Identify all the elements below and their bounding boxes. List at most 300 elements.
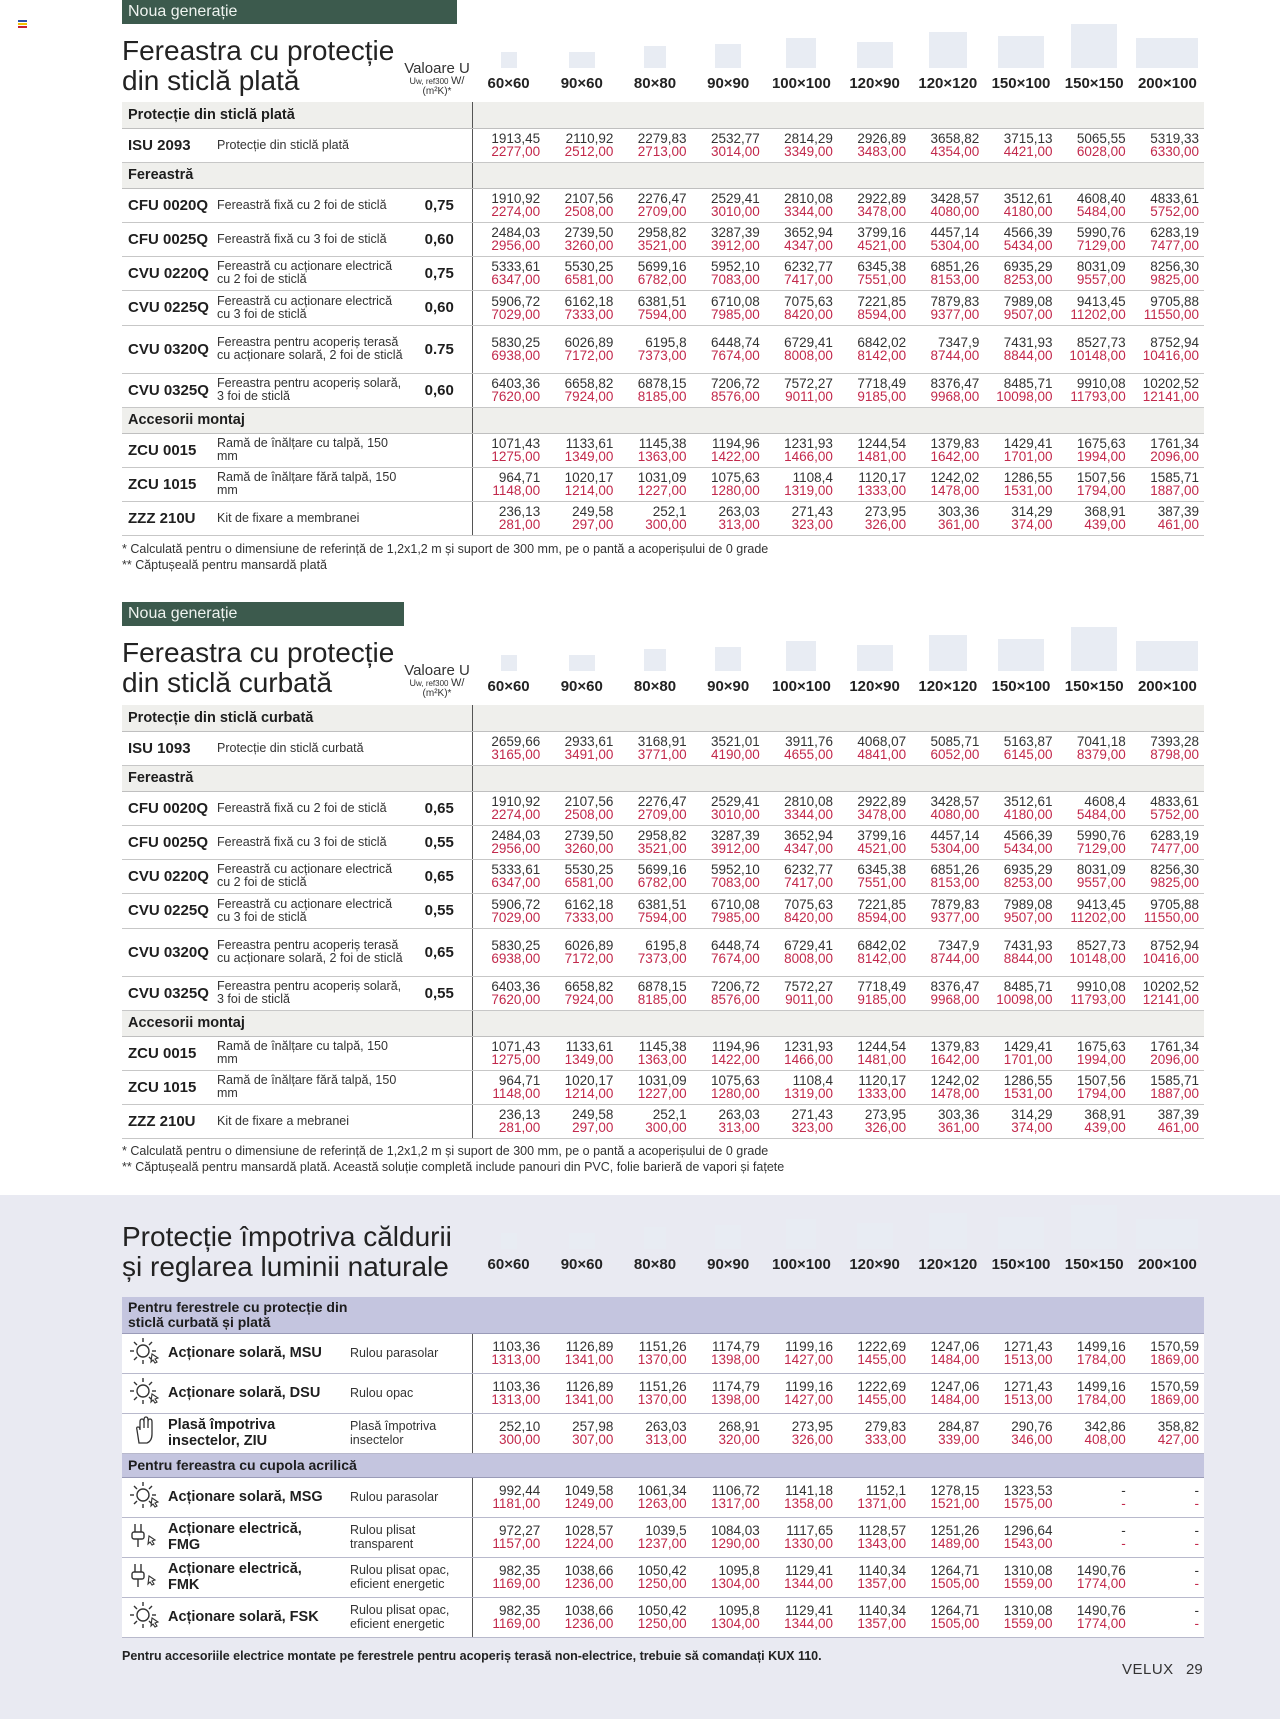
- price-net: 1490,76: [1076, 1563, 1126, 1578]
- price-net: 7572,27: [784, 979, 833, 994]
- window-size-icon: [569, 52, 595, 68]
- price-net: 1271,43: [1003, 1379, 1053, 1394]
- price-net: 7221,85: [857, 896, 907, 912]
- price-cell: [1058, 1373, 1131, 1413]
- price-cell: [1058, 501, 1131, 535]
- price-cell: [765, 373, 838, 407]
- product-description: Fereastra pentru acoperiș solară, 3 foi de sticlă: [217, 976, 407, 1010]
- price-net: 1140,34: [858, 1603, 907, 1618]
- product-code: CVU 0325Q: [122, 373, 217, 407]
- price-gross: 12141,00: [1142, 992, 1199, 1007]
- price-cell: [692, 791, 765, 825]
- price-cell: [984, 290, 1057, 325]
- price-cell: [545, 1036, 618, 1070]
- window-size-icon: [1136, 641, 1198, 671]
- price-cell: [1058, 1070, 1131, 1104]
- u-value: [407, 1036, 472, 1070]
- price-cell: [765, 325, 838, 373]
- price-net: 1910,92: [491, 191, 541, 206]
- price-gross: 10148,00: [1069, 951, 1126, 966]
- price-gross: 333,00: [864, 1432, 907, 1447]
- price-gross: 9557,00: [1076, 875, 1126, 890]
- price-net: 6232,77: [784, 862, 833, 877]
- curved-glass-title: [122, 638, 394, 698]
- price-net: 314,29: [1011, 1107, 1053, 1122]
- price-gross: 1794,00: [1076, 1086, 1126, 1101]
- price-net: 1222,69: [857, 1339, 907, 1354]
- price-net: 252,1: [652, 1107, 687, 1122]
- price-gross: 7083,00: [710, 272, 760, 287]
- price-gross: 1371,00: [857, 1496, 907, 1511]
- price-gross: 11202,00: [1070, 306, 1126, 322]
- price-cell: [1058, 222, 1131, 256]
- price-gross: 1363,00: [637, 449, 687, 464]
- price-cell: [472, 1557, 545, 1597]
- window-size-icon: [569, 1233, 595, 1249]
- price-cell: [472, 1477, 545, 1517]
- price-gross: 323,00: [791, 1120, 833, 1135]
- price-gross: 8844,00: [1003, 951, 1053, 966]
- price-net: 7041,18: [1076, 734, 1126, 749]
- price-net: 4833,61: [1150, 794, 1199, 809]
- size-column-9: [1131, 1205, 1204, 1275]
- size-label: 120×90: [849, 678, 900, 695]
- price-gross: 7674,00: [710, 348, 760, 363]
- price-gross: 7924,00: [564, 389, 614, 404]
- price-net: 6658,82: [564, 376, 614, 391]
- price-cell: [545, 325, 618, 373]
- u-value: [407, 1104, 472, 1138]
- price-cell: [911, 222, 984, 256]
- accessory-row: [122, 1333, 1204, 1373]
- price-net: 1084,03: [710, 1523, 760, 1538]
- price-cell: [838, 976, 911, 1010]
- price-net: 1049,58: [564, 1483, 614, 1498]
- price-net: 4457,14: [930, 225, 980, 240]
- price-net: 7075,63: [784, 896, 833, 912]
- price-gross: 1543,00: [1003, 1536, 1053, 1551]
- price-cell: [911, 188, 984, 222]
- price-net: 7572,27: [784, 376, 833, 391]
- price-gross: 6145,00: [1003, 747, 1053, 762]
- price-cell: [472, 188, 545, 222]
- hand-icon: [122, 1413, 168, 1453]
- price-net: 290,76: [1011, 1419, 1053, 1434]
- price-gross: 1181,00: [492, 1496, 541, 1511]
- price-gross: 326,00: [864, 1120, 907, 1135]
- price-net: 10202,52: [1142, 979, 1199, 994]
- price-cell: [838, 128, 911, 162]
- price-net: 1222,69: [857, 1379, 907, 1394]
- price-cell: [911, 467, 984, 501]
- price-cell: [545, 256, 618, 290]
- sun-icon: [122, 1333, 168, 1373]
- price-cell: [1058, 791, 1131, 825]
- price-net: 4566,39: [1003, 225, 1053, 240]
- product-description: Fereastră cu acționare electrică cu 3 foi de sticlă: [217, 893, 407, 928]
- size-label: 120×120: [918, 75, 978, 92]
- price-cell: [838, 1413, 911, 1453]
- price-gross: 1466,00: [784, 1052, 833, 1067]
- price-cell: [984, 222, 1057, 256]
- price-net: 5530,25: [564, 259, 614, 274]
- price-net: 271,43: [791, 1107, 833, 1122]
- price-net: 8752,94: [1150, 938, 1199, 953]
- price-cell: [984, 1333, 1057, 1373]
- price-gross: 2274,00: [491, 807, 541, 822]
- size-column-4: [765, 1205, 838, 1275]
- u-value: 0,65: [407, 791, 472, 825]
- size-label: 90×90: [707, 678, 750, 695]
- price-gross: 7551,00: [857, 875, 907, 890]
- price-gross: 7924,00: [564, 992, 614, 1007]
- price-cell: [984, 1413, 1057, 1453]
- price-cell: [545, 501, 618, 535]
- price-cell: [911, 373, 984, 407]
- price-net: 1126,89: [565, 1339, 614, 1354]
- size-column-8: [1058, 24, 1131, 94]
- accessory-name: Acționare solară, MSG: [168, 1477, 350, 1517]
- price-gross: 4421,00: [1003, 144, 1053, 159]
- flat-glass-price-table: [122, 102, 1204, 536]
- price-cell: [692, 1104, 765, 1138]
- size-label: 150×150: [1064, 75, 1124, 92]
- price-cell: [1131, 128, 1204, 162]
- price-net: 6162,18: [564, 293, 614, 309]
- price-net: 1194,96: [711, 1039, 760, 1054]
- window-size-icon: [857, 1223, 893, 1249]
- price-cell: [618, 256, 691, 290]
- price-gross: 7172,00: [564, 348, 614, 363]
- price-net: 387,39: [1157, 1107, 1199, 1122]
- accessory-description: Rulou plisat opac, eficient energetic: [350, 1597, 472, 1637]
- price-net: 2810,08: [784, 191, 833, 206]
- size-label: 90×60: [560, 75, 603, 92]
- price-cell: [692, 290, 765, 325]
- price-net: 9413,45: [1076, 896, 1126, 912]
- price-gross: 11550,00: [1143, 909, 1199, 925]
- price-gross: 2096,00: [1150, 449, 1199, 464]
- price-cell: [618, 825, 691, 859]
- price-gross: 7551,00: [857, 272, 907, 287]
- price-gross: 3912,00: [710, 238, 760, 253]
- product-code: CVU 0320Q: [122, 325, 217, 373]
- price-net: 6878,15: [637, 376, 687, 391]
- price-net: 9705,88: [1150, 896, 1199, 912]
- price-net: 1126,89: [565, 1379, 614, 1394]
- window-size-icon: [569, 655, 595, 671]
- price-cell: [472, 928, 545, 976]
- product-row: [122, 893, 1204, 928]
- price-net: 252,1: [652, 504, 687, 519]
- price-net: 1071,43: [491, 1039, 541, 1054]
- price-gross: 5484,00: [1076, 204, 1126, 219]
- product-row: [122, 976, 1204, 1010]
- heat-protection-price-table: [122, 1297, 1204, 1638]
- price-cell: [545, 1597, 618, 1637]
- price-gross: 3010,00: [710, 204, 760, 219]
- size-label: 90×60: [560, 678, 603, 695]
- price-cell: [1131, 222, 1204, 256]
- price-gross: 6581,00: [564, 272, 614, 287]
- price-net: 1310,08: [1003, 1603, 1053, 1618]
- price-net: 271,43: [791, 504, 833, 519]
- language-flag-icon[interactable]: [18, 20, 27, 27]
- price-cell: [692, 373, 765, 407]
- price-net: 5990,76: [1076, 828, 1126, 843]
- price-net: 1129,41: [785, 1603, 833, 1618]
- price-gross: 2508,00: [564, 807, 614, 822]
- price-gross: 7417,00: [784, 875, 833, 890]
- price-cell: [618, 1477, 691, 1517]
- price-gross: 8185,00: [637, 389, 687, 404]
- price-cell: [692, 1477, 765, 1517]
- price-gross: 4347,00: [784, 238, 833, 253]
- price-cell: [984, 1557, 1057, 1597]
- price-net: 6851,26: [930, 862, 980, 877]
- price-gross: 10416,00: [1142, 951, 1199, 966]
- price-net: 9910,08: [1076, 979, 1126, 994]
- price-net: 10202,52: [1142, 376, 1199, 391]
- price-net: 1128,57: [858, 1523, 907, 1538]
- price-gross: 5434,00: [1003, 841, 1053, 856]
- size-column-1: [545, 1205, 618, 1275]
- price-gross: 4180,00: [1003, 807, 1053, 822]
- price-gross: 9825,00: [1150, 875, 1199, 890]
- price-net: 5906,72: [491, 896, 541, 912]
- price-gross: 1455,00: [857, 1352, 907, 1367]
- price-gross: 7083,00: [710, 875, 760, 890]
- price-cell: [984, 859, 1057, 893]
- curved-title-line1: Fereastra cu protecție: [122, 637, 395, 668]
- price-gross: 1505,00: [930, 1616, 980, 1631]
- price-net: -: [1194, 1563, 1199, 1578]
- window-size-icon: [644, 649, 666, 671]
- price-gross: 313,00: [645, 1432, 687, 1447]
- price-cell: [1131, 1104, 1204, 1138]
- price-net: 3521,01: [710, 734, 760, 749]
- price-net: 1095,8: [718, 1603, 760, 1618]
- price-gross: 3344,00: [784, 204, 833, 219]
- price-gross: 1304,00: [710, 1576, 760, 1591]
- price-gross: 1275,00: [491, 449, 541, 464]
- price-net: 1244,54: [857, 436, 907, 451]
- price-gross: 1370,00: [637, 1352, 687, 1367]
- price-cell: [911, 1557, 984, 1597]
- price-gross: 3521,00: [637, 238, 687, 253]
- price-net: 249,58: [572, 504, 614, 519]
- price-cell: [765, 1597, 838, 1637]
- price-net: 1499,16: [1076, 1339, 1126, 1354]
- price-cell: [618, 433, 691, 467]
- price-cell: [1058, 1557, 1131, 1597]
- size-label: 150×100: [991, 75, 1051, 92]
- price-cell: [984, 373, 1057, 407]
- price-cell: [1058, 325, 1131, 373]
- category-row: [122, 705, 1204, 731]
- window-size-icon: [998, 1217, 1044, 1249]
- price-cell: [838, 373, 911, 407]
- price-net: 2739,50: [564, 225, 614, 240]
- price-net: 1031,09: [637, 470, 687, 485]
- price-cell: [692, 467, 765, 501]
- price-gross: 7417,00: [784, 272, 833, 287]
- price-net: 8256,30: [1150, 862, 1199, 877]
- price-cell: [984, 325, 1057, 373]
- price-cell: [618, 373, 691, 407]
- price-gross: 1304,00: [710, 1616, 760, 1631]
- u-value-unit: W/: [451, 75, 465, 87]
- price-cell: [984, 1036, 1057, 1070]
- size-column-4: [765, 24, 838, 94]
- price-gross: 1319,00: [784, 483, 833, 498]
- price-cell: [911, 290, 984, 325]
- price-cell: [765, 976, 838, 1010]
- price-cell: [545, 731, 618, 765]
- price-cell: [692, 1070, 765, 1104]
- price-cell: [1058, 976, 1131, 1010]
- price-gross: 8594,00: [857, 306, 907, 322]
- size-label: 200×100: [1137, 678, 1197, 695]
- price-gross: 300,00: [498, 1432, 541, 1447]
- price-cell: [472, 467, 545, 501]
- category-row: [122, 162, 1204, 188]
- price-net: 1242,02: [930, 1073, 980, 1088]
- price-gross: 2096,00: [1150, 1052, 1199, 1067]
- price-net: 368,91: [1084, 1107, 1126, 1122]
- price-net: 1106,72: [711, 1483, 760, 1498]
- size-label: 100×100: [771, 1256, 831, 1273]
- u-value: [407, 128, 472, 162]
- price-net: 6842,02: [857, 335, 907, 350]
- size-column-0: [472, 24, 545, 94]
- price-cell: [1131, 325, 1204, 373]
- flat-footnotes: [122, 541, 768, 573]
- price-gross: 1701,00: [1003, 1052, 1053, 1067]
- price-net: 2922,89: [857, 191, 907, 206]
- price-cell: [618, 1557, 691, 1597]
- price-cell: [618, 188, 691, 222]
- price-net: 5065,55: [1076, 131, 1126, 146]
- product-row: [122, 290, 1204, 325]
- price-cell: [692, 859, 765, 893]
- price-cell: [1131, 1557, 1204, 1597]
- price-net: 2529,41: [710, 794, 760, 809]
- price-cell: [1058, 1477, 1131, 1517]
- price-cell: [911, 1333, 984, 1373]
- price-net: 1050,42: [637, 1563, 687, 1578]
- accessory-row: [122, 1413, 1204, 1453]
- price-cell: [1131, 467, 1204, 501]
- price-cell: [472, 1070, 545, 1104]
- price-cell: [472, 373, 545, 407]
- price-gross: 2709,00: [637, 807, 687, 822]
- price-cell: [911, 1373, 984, 1413]
- price-cell: [984, 1104, 1057, 1138]
- price-cell: [984, 1597, 1057, 1637]
- price-gross: 1869,00: [1150, 1392, 1199, 1407]
- price-gross: 1290,00: [710, 1536, 760, 1551]
- new-generation-badge-2: Noua generație: [122, 602, 404, 626]
- price-cell: [472, 1333, 545, 1373]
- price-cell: [618, 290, 691, 325]
- product-code: CFU 0020Q: [122, 188, 217, 222]
- price-net: 1910,92: [491, 794, 541, 809]
- price-gross: 7029,00: [491, 306, 541, 322]
- price-gross: 307,00: [572, 1432, 614, 1447]
- price-cell: [692, 1597, 765, 1637]
- price-net: 5530,25: [564, 862, 614, 877]
- price-cell: [472, 128, 545, 162]
- u-value-label: Valoare U: [404, 60, 470, 77]
- window-size-icon: [786, 38, 816, 68]
- price-net: 1675,63: [1076, 1039, 1126, 1054]
- window-size-icon: [857, 42, 893, 68]
- price-cell: [472, 976, 545, 1010]
- category-label: Pentru fereastra cu cupola acrilică: [122, 1453, 472, 1477]
- price-cell: [765, 1557, 838, 1597]
- accessory-name: Plasă împotriva insectelor, ZIU: [168, 1413, 350, 1453]
- price-cell: [618, 222, 691, 256]
- price-cell: [545, 1413, 618, 1453]
- price-cell: [984, 731, 1057, 765]
- price-net: 1251,26: [930, 1523, 980, 1538]
- price-cell: [911, 128, 984, 162]
- price-net: 1286,55: [1003, 470, 1053, 485]
- price-cell: [1058, 859, 1131, 893]
- price-gross: 7477,00: [1150, 238, 1199, 253]
- price-cell: [692, 893, 765, 928]
- price-net: 1429,41: [1003, 1039, 1053, 1054]
- price-gross: 11550,00: [1143, 306, 1199, 322]
- product-row: [122, 501, 1204, 535]
- price-net: 279,83: [864, 1419, 907, 1434]
- price-gross: 297,00: [572, 517, 614, 532]
- price-cell: [1058, 373, 1131, 407]
- price-net: 1264,71: [930, 1563, 980, 1578]
- window-size-icon: [1136, 38, 1198, 68]
- price-cell: [1058, 1333, 1131, 1373]
- price-gross: 10098,00: [996, 389, 1053, 404]
- price-cell: [545, 128, 618, 162]
- price-cell: [692, 1517, 765, 1557]
- product-description: Fereastră fixă cu 2 foi de sticlă: [217, 791, 407, 825]
- price-net: 2922,89: [857, 794, 907, 809]
- price-net: 8376,47: [930, 979, 980, 994]
- price-net: 964,71: [498, 470, 541, 485]
- price-gross: 2274,00: [491, 204, 541, 219]
- price-cell: [765, 791, 838, 825]
- window-size-icon: [715, 1225, 741, 1249]
- price-gross: 346,00: [1011, 1432, 1053, 1447]
- price-gross: 7373,00: [637, 951, 687, 966]
- price-gross: 2713,00: [637, 144, 687, 159]
- product-code: CFU 0025Q: [122, 825, 217, 859]
- price-cell: [472, 1104, 545, 1138]
- product-code: ZCU 0015: [122, 1036, 217, 1070]
- price-gross: 3010,00: [710, 807, 760, 822]
- price-cell: [545, 1557, 618, 1597]
- price-gross: 7129,00: [1076, 238, 1126, 253]
- price-gross: 8142,00: [857, 348, 907, 363]
- price-net: 1507,56: [1076, 1073, 1126, 1088]
- price-cell: [618, 1104, 691, 1138]
- price-gross: 4180,00: [1003, 204, 1053, 219]
- price-gross: 323,00: [791, 517, 833, 532]
- price-net: 2110,92: [565, 131, 614, 146]
- price-gross: 5304,00: [930, 238, 980, 253]
- price-cell: [984, 1477, 1057, 1517]
